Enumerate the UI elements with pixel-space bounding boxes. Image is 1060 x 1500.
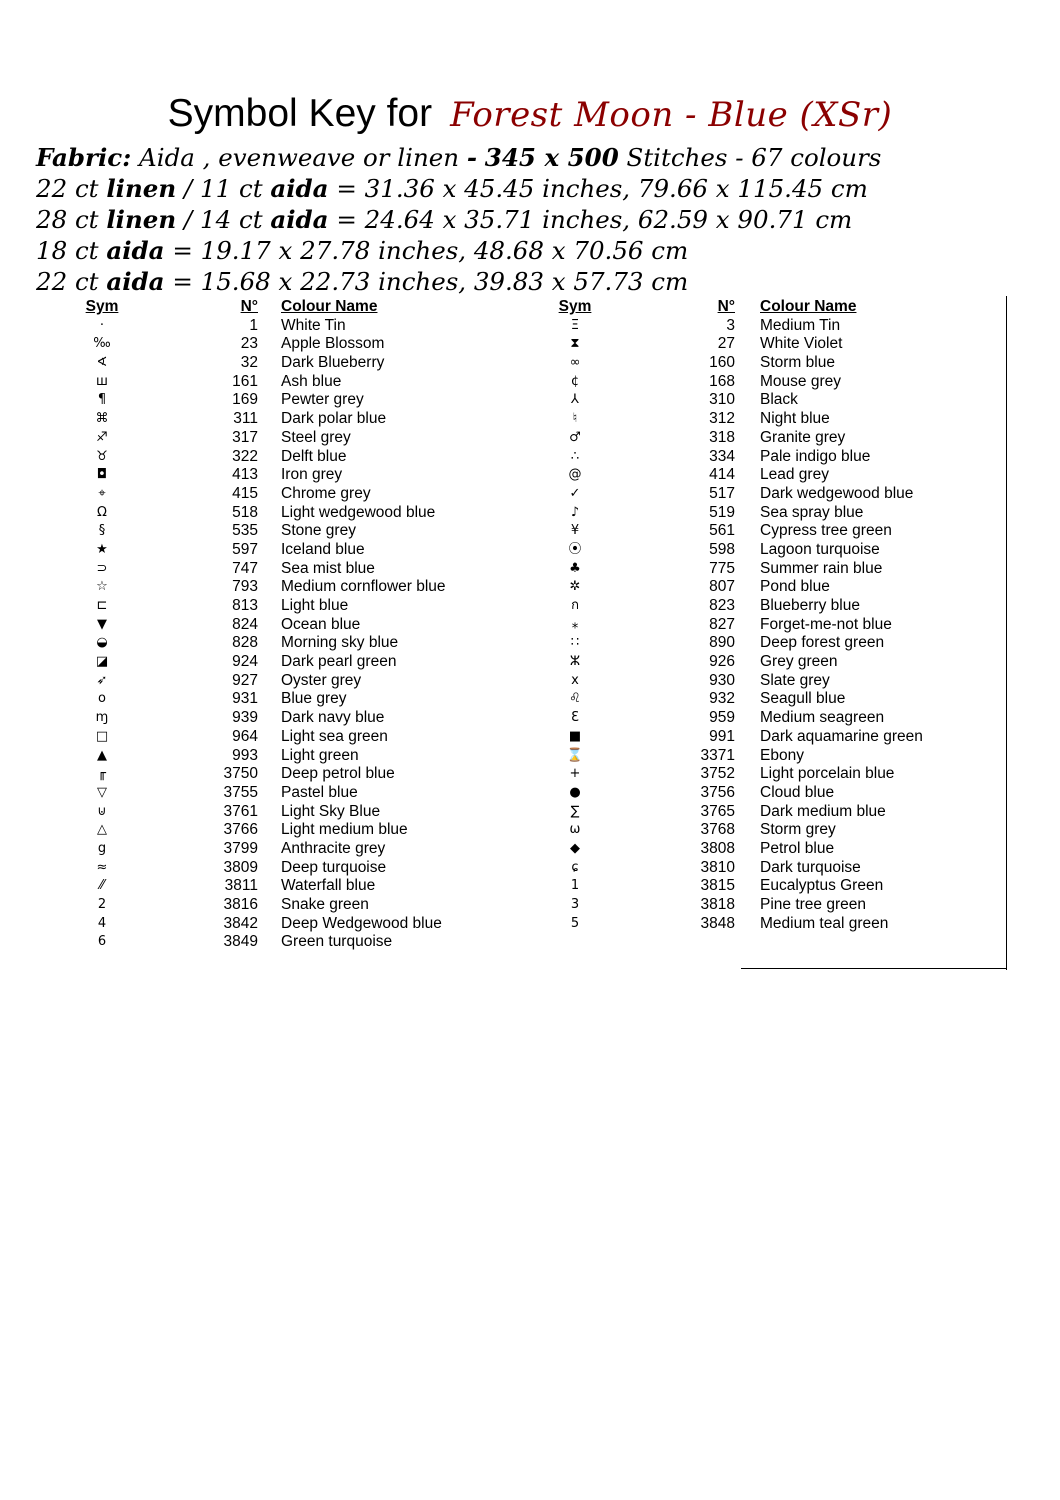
- symbol: x: [571, 672, 579, 688]
- table-row: [0, 634, 480, 653]
- table-row: [480, 616, 960, 635]
- symbol: △: [97, 822, 107, 838]
- dmc-number: 518: [232, 503, 258, 521]
- fabric-size-line: 28 ct linen / 14 ct aida = 24.64 x 35.71 inches, 62.59 x 90.71 cm: [36, 205, 853, 234]
- colour-name: Dark wedgewood blue: [760, 484, 914, 502]
- dmc-number: 3810: [700, 858, 735, 876]
- colour-name: Steel grey: [281, 428, 351, 446]
- colour-name: Dark navy blue: [281, 709, 385, 727]
- colour-name: Dark medium blue: [760, 802, 886, 820]
- table-row: [480, 840, 960, 859]
- dmc-number: 3756: [700, 783, 735, 801]
- table-row: [0, 933, 480, 952]
- table-row: [0, 616, 480, 635]
- table-row: [480, 317, 960, 336]
- symbol: ¢: [570, 373, 580, 389]
- dmc-number: 931: [232, 690, 258, 708]
- table-row: [480, 429, 960, 448]
- symbol: Ξ: [570, 317, 580, 333]
- table-row: [0, 803, 480, 822]
- colour-name: Petrol blue: [760, 839, 835, 857]
- table-row: [0, 877, 480, 896]
- dmc-number: 775: [709, 559, 735, 577]
- colour-name: Delft blue: [281, 447, 347, 465]
- symbol: ✲: [569, 579, 581, 595]
- symbol: ⦿: [568, 541, 582, 557]
- symbol: ◒: [96, 635, 108, 651]
- colour-name: Stone grey: [281, 522, 356, 540]
- table-row: [480, 859, 960, 878]
- symbol: ⌛: [566, 747, 584, 763]
- table-row: [0, 354, 480, 373]
- table-row: [480, 485, 960, 504]
- table-row: [0, 784, 480, 803]
- symbol: @: [568, 467, 582, 483]
- colour-name: Eucalyptus Green: [760, 877, 884, 895]
- colour-name: Slate grey: [760, 671, 830, 689]
- dmc-number: 3371: [700, 746, 735, 764]
- table-row: [0, 690, 480, 709]
- dmc-number: 535: [232, 522, 258, 540]
- symbol: ⧗: [570, 336, 580, 352]
- colour-name: Ash blue: [281, 372, 342, 390]
- colour-name: Anthracite grey: [281, 839, 386, 857]
- dmc-number: 310: [709, 391, 735, 409]
- colour-name: Pale indigo blue: [760, 447, 871, 465]
- dmc-number: 3849: [223, 933, 258, 951]
- dmc-number: 3765: [700, 802, 735, 820]
- colour-name: White Tin: [281, 316, 346, 334]
- dmc-number: 3809: [223, 858, 258, 876]
- dmc-number: 828: [232, 634, 258, 652]
- table-row: [0, 410, 480, 429]
- fabric-size-line: 18 ct aida = 19.17 x 27.78 inches, 48.68 x 70.56 cm: [36, 236, 689, 265]
- colour-name: Forget-me-not blue: [760, 615, 892, 633]
- dmc-number: 824: [232, 615, 258, 633]
- dmc-number: 32: [240, 354, 258, 372]
- symbol: Ɛ: [571, 710, 579, 726]
- dmc-number: 317: [232, 428, 258, 446]
- dmc-number: 3811: [224, 877, 258, 895]
- fabric-dash: -: [466, 143, 477, 172]
- table-right-border: [1006, 296, 1007, 970]
- dmc-number: 3755: [223, 783, 258, 801]
- symbol: ω: [569, 822, 581, 838]
- colour-name: Green turquoise: [281, 933, 393, 951]
- table-row: [480, 690, 960, 709]
- symbol: 2: [97, 897, 107, 912]
- symbol: ∴: [570, 448, 580, 464]
- dmc-number: 27: [717, 335, 735, 353]
- fabric-size: 345 x 500: [484, 143, 619, 172]
- symbol: □: [95, 728, 109, 744]
- table-row: [0, 429, 480, 448]
- colour-name: Blueberry blue: [760, 597, 860, 614]
- colour-name: Light wedgewood blue: [281, 503, 436, 521]
- dmc-number: 3752: [700, 765, 735, 783]
- symbol: ♌: [569, 691, 581, 707]
- table-row: [0, 391, 480, 410]
- table-row: [0, 709, 480, 728]
- colour-name: Pastel blue: [281, 783, 358, 801]
- dmc-number: 318: [709, 428, 735, 446]
- colour-name: Morning sky blue: [281, 634, 399, 652]
- fabric-label: Fabric:: [36, 143, 132, 172]
- symbol: ▼: [97, 616, 107, 632]
- dmc-number: 3766: [223, 821, 258, 839]
- colour-name: Dark turquoise: [760, 858, 861, 876]
- table-row: [0, 915, 480, 934]
- colour-name: Sea spray blue: [760, 503, 864, 521]
- symbol: ∑: [570, 803, 580, 819]
- dmc-number: 3799: [223, 839, 258, 857]
- table-row: [0, 541, 480, 560]
- dmc-number: 747: [232, 559, 258, 577]
- table-row: [0, 597, 480, 616]
- symbol: ⅄: [571, 392, 579, 408]
- dmc-number: 3761: [223, 802, 258, 820]
- symbol: ⊏: [96, 598, 108, 613]
- symbol: ♐: [96, 429, 108, 445]
- dmc-number: 334: [709, 447, 735, 465]
- dmc-number: 3808: [700, 839, 735, 857]
- table-row: [480, 391, 960, 410]
- table-header: [480, 298, 960, 317]
- table-row: [480, 541, 960, 560]
- colour-name: Apple Blossom: [281, 335, 385, 353]
- colour-name: Waterfall blue: [281, 877, 376, 895]
- table-row: [480, 448, 960, 467]
- table-row: [0, 896, 480, 915]
- table-row: [0, 335, 480, 354]
- symbol: ■: [568, 728, 582, 744]
- table-row: [480, 747, 960, 766]
- symbol: ɕ: [571, 859, 579, 875]
- colour-name: White Violet: [760, 335, 843, 353]
- dmc-number: 23: [240, 335, 258, 353]
- symbol: ♪: [570, 504, 580, 520]
- colour-name: Pine tree green: [760, 896, 866, 913]
- colour-name: Deep turquoise: [281, 858, 387, 876]
- colour-name: Cloud blue: [760, 783, 835, 801]
- colour-name: Seagull blue: [760, 690, 846, 708]
- symbol: §: [98, 523, 106, 539]
- colour-name: Light porcelain blue: [760, 765, 895, 783]
- table-row: [480, 597, 960, 616]
- colour-name: Light sea green: [281, 727, 388, 745]
- dmc-number: 598: [709, 540, 735, 558]
- symbol: ш: [96, 373, 108, 389]
- symbol: ⁄⁄: [99, 878, 105, 894]
- table-row: [480, 728, 960, 747]
- symbol: ⊃: [96, 560, 108, 576]
- symbol: ▽: [97, 784, 107, 800]
- dmc-number: 3818: [700, 896, 735, 913]
- symbol-key-table: [0, 298, 1060, 978]
- dmc-number: 3815: [700, 877, 735, 895]
- fabric-info: [36, 142, 1036, 297]
- dmc-number: 3768: [700, 821, 735, 839]
- dmc-number: 519: [709, 503, 735, 521]
- header-number: N°: [240, 298, 258, 315]
- table-row: [0, 485, 480, 504]
- table-row: [480, 672, 960, 691]
- colour-name: Grey green: [760, 653, 838, 671]
- fabric-line: [36, 142, 1036, 173]
- fabric-materials: Aida , evenweave or linen: [139, 143, 460, 172]
- colour-name: Pewter grey: [281, 391, 364, 409]
- symbol: ⌘: [95, 411, 109, 427]
- table-row: [480, 803, 960, 822]
- dmc-number: 3816: [223, 896, 258, 913]
- symbol: ★: [96, 541, 108, 557]
- symbol: +: [569, 766, 581, 782]
- symbol: ·: [99, 317, 105, 333]
- header-number: N°: [717, 298, 735, 315]
- dmc-number: 561: [709, 522, 735, 540]
- symbol: ♣: [569, 560, 581, 576]
- colour-name: Cypress tree green: [760, 522, 892, 540]
- table-row: [480, 896, 960, 915]
- colour-name: Dark pearl green: [281, 653, 397, 671]
- dmc-number: 160: [709, 354, 735, 372]
- colour-name: Snake green: [281, 896, 369, 913]
- symbol: ♮: [572, 411, 578, 427]
- table-row: [480, 522, 960, 541]
- dmc-number: 926: [709, 653, 735, 671]
- colour-name: Deep Wedgewood blue: [281, 914, 442, 932]
- table-row: [0, 560, 480, 579]
- symbol: ∞: [569, 355, 581, 371]
- symbol: ▲: [97, 747, 107, 763]
- table-row: [480, 354, 960, 373]
- table-row: [0, 448, 480, 467]
- symbol: ◪: [95, 654, 109, 670]
- symbol: ¶: [97, 392, 107, 408]
- symbol: ◆: [570, 840, 580, 856]
- dmc-number: 3848: [700, 914, 735, 932]
- symbol: ◘: [96, 467, 108, 483]
- table-row: [480, 784, 960, 803]
- table-row: [480, 410, 960, 429]
- header-colour-name: Colour Name: [281, 298, 378, 315]
- table-row: [0, 373, 480, 392]
- dmc-number: 993: [232, 746, 258, 764]
- table-row: [0, 317, 480, 336]
- colour-name: Summer rain blue: [760, 559, 883, 577]
- table-row: [480, 560, 960, 579]
- colour-name: Chrome grey: [281, 484, 371, 502]
- table-row: [0, 522, 480, 541]
- table-row: [480, 653, 960, 672]
- symbol: ☆: [96, 579, 108, 595]
- pattern-name: Forest Moon - Blue (XSr): [450, 95, 893, 135]
- table-row: [480, 504, 960, 523]
- dmc-number: 517: [709, 484, 735, 502]
- table-row: [0, 728, 480, 747]
- colour-name: Storm blue: [760, 354, 835, 372]
- table-bottom-border: [741, 968, 1007, 969]
- table-row: [0, 466, 480, 485]
- dmc-number: 311: [233, 410, 258, 428]
- dmc-number: 168: [709, 372, 735, 390]
- fabric-size-line: 22 ct aida = 15.68 x 22.73 inches, 39.83 x 57.73 cm: [36, 267, 689, 296]
- symbol: Ω: [97, 504, 107, 520]
- symbol: g: [97, 840, 107, 856]
- dmc-number: 991: [709, 727, 735, 745]
- dmc-number: 322: [232, 447, 258, 465]
- colour-name: Blue grey: [281, 690, 347, 708]
- colour-name: Night blue: [760, 410, 830, 428]
- header-colour-name: Colour Name: [760, 298, 857, 315]
- colour-name: Dark polar blue: [281, 410, 387, 428]
- dmc-number: 930: [709, 671, 735, 689]
- colour-name: Light blue: [281, 597, 349, 614]
- colour-name: Granite grey: [760, 428, 846, 446]
- table-row: [0, 672, 480, 691]
- dmc-number: 414: [709, 466, 735, 484]
- table-row: [480, 709, 960, 728]
- symbol: 1: [570, 878, 580, 894]
- colour-name: Dark aquamarine green: [760, 727, 923, 745]
- symbol: ➶: [96, 672, 108, 688]
- colour-name: Dark Blueberry: [281, 354, 385, 372]
- table-row: [0, 504, 480, 523]
- symbol: ⌖: [98, 485, 106, 501]
- symbol: 3: [570, 897, 580, 912]
- dmc-number: 793: [232, 578, 258, 596]
- colour-name: Iron grey: [281, 466, 343, 484]
- table-row: [0, 859, 480, 878]
- colour-name: Medium teal green: [760, 914, 889, 932]
- dmc-number: 3750: [223, 765, 258, 783]
- colour-name: Medium cornflower blue: [281, 578, 446, 596]
- dmc-number: 939: [232, 709, 258, 727]
- symbol: ♂: [569, 429, 581, 445]
- dmc-number: 3: [726, 316, 735, 334]
- table-row: [480, 915, 960, 934]
- header-sym: Sym: [558, 298, 592, 315]
- colour-name: Light Sky Blue: [281, 802, 381, 820]
- symbol: ɱ: [95, 710, 109, 726]
- colour-name: Iceland blue: [281, 540, 365, 558]
- table-row: [0, 840, 480, 859]
- symbol: ⊍: [97, 803, 107, 819]
- header-sym: Sym: [85, 298, 119, 315]
- fabric-size-line: 22 ct linen / 11 ct aida = 31.36 x 45.45 inches, 79.66 x 115.45 cm: [36, 174, 868, 203]
- symbol: ⵣ: [569, 654, 581, 670]
- symbol: 4: [97, 915, 107, 931]
- colour-name: Oyster grey: [281, 671, 362, 689]
- fabric-stitches: Stitches - 67 colours: [626, 143, 882, 172]
- key-column-right: [480, 298, 960, 933]
- colour-name: Deep forest green: [760, 634, 885, 652]
- title-prefix: Symbol Key for: [167, 92, 433, 135]
- symbol: ╓: [98, 766, 106, 782]
- table-row: [480, 821, 960, 840]
- dmc-number: 312: [709, 410, 735, 428]
- table-row: [480, 634, 960, 653]
- dmc-number: 890: [709, 634, 735, 652]
- symbol: ∢: [96, 355, 108, 371]
- dmc-number: 959: [709, 709, 735, 727]
- symbol: ∷: [570, 635, 580, 651]
- dmc-number: 932: [709, 690, 735, 708]
- table-header: [0, 298, 480, 317]
- colour-name: Light green: [281, 746, 359, 764]
- table-row: [480, 335, 960, 354]
- dmc-number: 597: [232, 540, 258, 558]
- table-row: [480, 578, 960, 597]
- dmc-number: 413: [232, 466, 258, 484]
- symbol: ≈: [96, 859, 108, 875]
- table-row: [480, 373, 960, 392]
- symbol: ♉: [96, 448, 108, 464]
- key-column-left: [0, 298, 480, 952]
- dmc-number: 927: [232, 671, 258, 689]
- table-row: [0, 765, 480, 784]
- dmc-number: 827: [709, 615, 735, 633]
- colour-name: Lagoon turquoise: [760, 540, 880, 558]
- symbol: ●: [569, 784, 581, 800]
- symbol: ‰: [93, 336, 111, 352]
- dmc-number: 1: [249, 316, 258, 334]
- table-row: [0, 653, 480, 672]
- table-row: [0, 578, 480, 597]
- dmc-number: 3842: [223, 914, 258, 932]
- table-row: [0, 747, 480, 766]
- symbol: o: [98, 691, 106, 707]
- page-title: [0, 92, 1060, 146]
- colour-name: Sea mist blue: [281, 559, 375, 577]
- symbol: 6: [97, 934, 107, 950]
- symbol: ¥: [570, 523, 580, 539]
- dmc-number: 807: [709, 578, 735, 596]
- dmc-number: 169: [232, 391, 258, 409]
- table-row: [480, 466, 960, 485]
- colour-name: Ebony: [760, 746, 804, 764]
- symbol: ก: [571, 598, 579, 613]
- colour-name: Mouse grey: [760, 372, 841, 390]
- colour-name: Medium seagreen: [760, 709, 885, 727]
- table-row: [480, 877, 960, 896]
- colour-name: Lead grey: [760, 466, 829, 484]
- dmc-number: 415: [232, 484, 258, 502]
- colour-name: Light medium blue: [281, 821, 408, 839]
- dmc-number: 161: [232, 372, 258, 390]
- dmc-number: 813: [232, 597, 258, 614]
- colour-name: Storm grey: [760, 821, 836, 839]
- colour-name: Medium Tin: [760, 316, 841, 334]
- symbol: ✓: [569, 485, 581, 501]
- table-row: [480, 765, 960, 784]
- symbol: ⁎: [571, 616, 579, 632]
- colour-name: Deep petrol blue: [281, 765, 395, 783]
- table-row: [0, 821, 480, 840]
- colour-name: Pond blue: [760, 578, 830, 596]
- dmc-number: 964: [232, 727, 258, 745]
- dmc-number: 924: [232, 653, 258, 671]
- symbol: 5: [570, 915, 580, 931]
- colour-name: Black: [760, 391, 798, 409]
- dmc-number: 823: [709, 597, 735, 614]
- colour-name: Ocean blue: [281, 615, 361, 633]
